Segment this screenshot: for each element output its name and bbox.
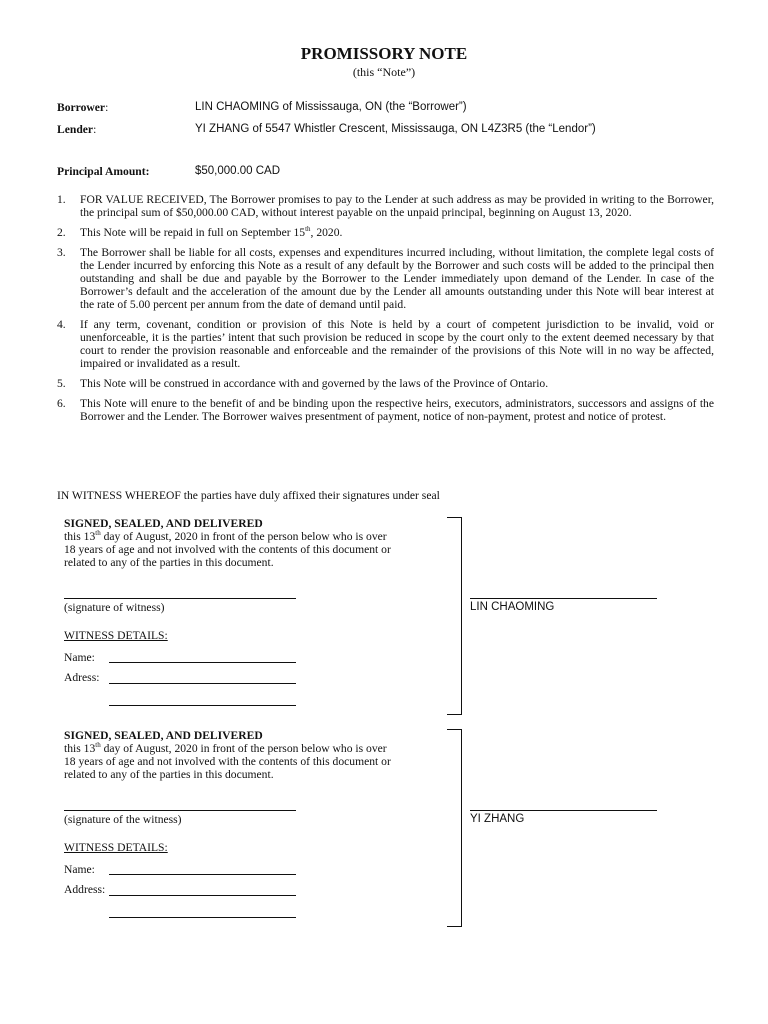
witness-address-label: Address: (64, 883, 106, 896)
bracket (447, 517, 462, 715)
witness-address-line-2[interactable] (109, 705, 296, 706)
clause-4 (57, 318, 714, 370)
clause-number: 3. (57, 246, 66, 259)
clause-text: This Note will be construed in accordance with and governed by the laws of the Province of Ontario. (80, 377, 549, 390)
bracket (447, 729, 462, 927)
witness-signature-line[interactable] (64, 598, 296, 599)
sign-block-1 (64, 517, 444, 569)
signatory-name: LIN CHAOMING (470, 601, 555, 613)
sign-block-line1-pre: this 13 (64, 742, 96, 755)
clause-2 (57, 226, 714, 239)
lender-value: YI ZHANG of 5547 Whistler Crescent, Mississauga, ON L4Z3R5 (the “Lendor”) (195, 123, 596, 135)
witness-address-line-2[interactable] (109, 917, 296, 918)
sign-block-heading: SIGNED, SEALED, AND DELIVERED (64, 729, 263, 742)
witness-name-label: Name: (64, 863, 95, 876)
sign-block-line1-post: day of August, 2020 in front of the person below who is over (100, 742, 387, 755)
clause-text: This Note will enure to the benefit of and be binding upon the respective heirs, executors, administrators, successors and assigns of the Borrower and the Lender. The Borrower waives presentment of payment, notice of non-payment, protest and notice of protest. (80, 397, 714, 423)
clause-6 (57, 397, 714, 423)
clause-text: The Borrower shall be liable for all costs, expenses and expenditures incurred including, without limitation, the complete legal costs of the Lender incurred by enforcing this Note as a result of any default by the Borrower and such costs will be added to the principal then outstanding and shall be due and payable by the Borrower to the Lender immediately upon demand of the Lender. In case of the Borrower’s default and the acceleration of the amount due by the Lender all amounts outstanding under this Note will bear interest at the rate of 5.00 percent per annum from the date of demand until paid. (80, 246, 714, 311)
sign-block-line1-sup: th (95, 741, 101, 750)
clause-number: 1. (57, 193, 66, 206)
sign-block-text (64, 742, 444, 781)
borrower-value: LIN CHAOMING of Mississauga, ON (the “Borrower”) (195, 101, 467, 113)
borrower-label-row: Borrower: (57, 101, 109, 114)
signatory-signature-line[interactable] (470, 598, 657, 599)
witness-signature-caption: (signature of witness) (64, 601, 165, 614)
clause-text: If any term, covenant, condition or provision of this Note is held by a court of competent jurisdiction to be invalid, void or unenforceable, it is the parties’ intent that such provision be reduced in scope by the court only to the extent deemed necessary by that court to render the provision reasonable and enforceable and the remainder of the provisions of this Note will in no way be affected, impaired or invalidated as a result. (80, 318, 714, 370)
witness-details-heading: WITNESS DETAILS: (64, 841, 168, 854)
witness-statement: IN WITNESS WHEREOF the parties have duly affixed their signatures under seal (57, 489, 440, 502)
principal-label: Principal Amount: (57, 165, 150, 178)
clause-text: FOR VALUE RECEIVED, The Borrower promises to pay to the Lender at such address as may be provided in writing to the Borrower, the principal sum of $50,000.00 CAD, without interest payable on the unpaid principal, beginning on August 13, 2020. (80, 193, 714, 219)
sign-block-heading: SIGNED, SEALED, AND DELIVERED (64, 517, 263, 530)
borrower-label: Borrower (57, 101, 106, 114)
witness-signature-line[interactable] (64, 810, 296, 811)
clause-text-post: , 2020. (310, 226, 343, 239)
clause-1 (57, 193, 714, 219)
witness-address-line[interactable] (109, 683, 296, 684)
clause-5 (57, 377, 714, 390)
clause-number: 4. (57, 318, 66, 331)
principal-value: $50,000.00 CAD (195, 165, 281, 177)
clause-list (57, 193, 714, 430)
sign-block-line1-pre: this 13 (64, 530, 96, 543)
clause-number: 2. (57, 226, 66, 239)
witness-name-line[interactable] (109, 874, 296, 875)
document-subtitle: (this “Note”) (352, 65, 416, 79)
clause-text-sup: th (305, 225, 311, 234)
lender-label: Lender (57, 123, 94, 136)
witness-name-line[interactable] (109, 662, 296, 663)
clause-text-pre: This Note will be repaid in full on September 15 (80, 226, 306, 239)
sign-block-line1-sup: th (95, 529, 101, 538)
signatory-name: YI ZHANG (470, 813, 525, 825)
sign-block-line1-post: day of August, 2020 in front of the person below who is over (100, 530, 387, 543)
witness-address-label: Adress: (64, 671, 100, 684)
sign-block-line2: 18 years of age and not involved with the contents of this document or (64, 543, 391, 556)
sign-block-line3: related to any of the parties in this document. (64, 556, 274, 569)
document-title: PROMISSORY NOTE (300, 44, 468, 63)
signatory-signature-line[interactable] (470, 810, 657, 811)
witness-name-label: Name: (64, 651, 95, 664)
clause-number: 5. (57, 377, 66, 390)
witness-address-line[interactable] (109, 895, 296, 896)
sign-block-2 (64, 729, 444, 781)
lender-label-row: Lender: (57, 123, 97, 136)
witness-signature-caption: (signature of the witness) (64, 813, 182, 826)
sign-block-line3: related to any of the parties in this document. (64, 768, 274, 781)
clause-number: 6. (57, 397, 66, 410)
sign-block-line2: 18 years of age and not involved with the contents of this document or (64, 755, 391, 768)
sign-block-text (64, 530, 444, 569)
witness-details-heading: WITNESS DETAILS: (64, 629, 168, 642)
clause-3 (57, 246, 714, 311)
